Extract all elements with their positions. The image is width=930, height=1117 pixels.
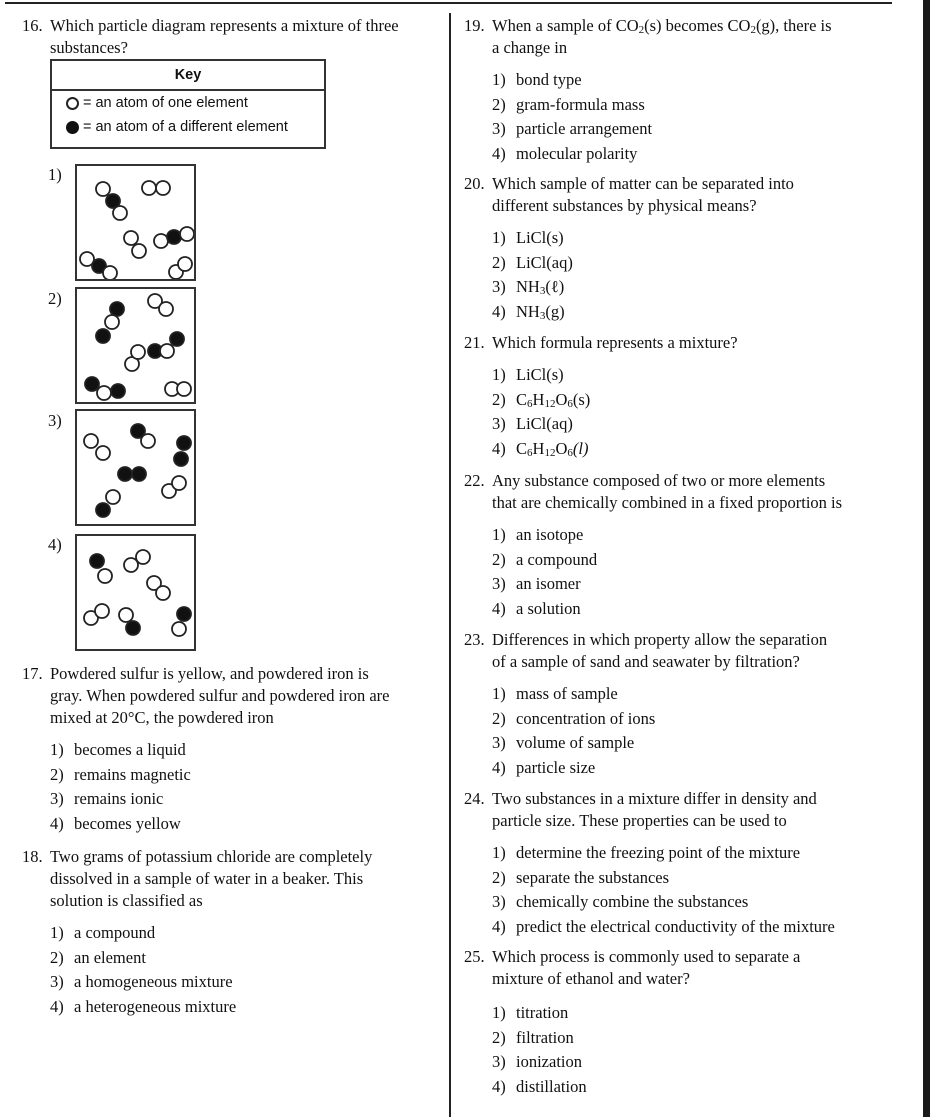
answer-option-4[interactable]: 4) particle size: [492, 757, 596, 777]
diagram-label-3: 3): [48, 411, 62, 430]
answer-option-4[interactable]: 4) molecular polarity: [492, 143, 638, 163]
filled-atom-icon: [96, 503, 110, 517]
open-atom-icon: [124, 231, 138, 245]
answer-option-3[interactable]: 3) remains ionic: [50, 789, 164, 808]
open-atom-icon: [98, 569, 112, 583]
question-number: 23.: [464, 630, 485, 649]
open-atom-icon: [159, 302, 173, 316]
answer-option-2[interactable]: 2) LiCl(aq): [492, 252, 573, 272]
molecule-icon: [174, 436, 191, 466]
molecule-icon: [85, 377, 125, 400]
answer-options: [464, 523, 919, 621]
question-stem: 18. Two grams of potassium chloride are completely dissolved in a sample of water in a beaker. This solution is classified as: [22, 847, 373, 910]
answer-options: [464, 682, 919, 780]
answer-option-2[interactable]: 2) separate the substances: [492, 867, 670, 887]
key-row-filled: = an atom of a different element: [52, 115, 324, 139]
molecule-icon: [124, 231, 146, 258]
question-19: [464, 15, 919, 166]
answer-option-2[interactable]: 2) $C_6H_{12}O_6(s)$: [492, 389, 591, 410]
question-number: 18.: [22, 847, 43, 866]
diagram-1-svg: [77, 166, 194, 279]
filled-atom-icon: [85, 377, 99, 391]
question-stem: 17. Powdered sulfur is yellow, and powdered iron is gray. When powdered sulfur and powdered iron are mixed at 20°C, the powdered iron: [22, 664, 390, 727]
answer-options: [464, 68, 919, 166]
answer-option-2[interactable]: 2) filtration: [492, 1027, 574, 1047]
answer-option-2[interactable]: 2) remains magnetic: [50, 764, 191, 784]
open-atom-icon: [172, 622, 186, 636]
question-stem: 19. When a sample of $CO_2(s)$ becomes $CO_2(g)$, there is a change in: [464, 16, 832, 57]
filled-atom-icon: [110, 302, 124, 316]
open-atom-icon: [180, 227, 194, 241]
question-stem: 20. Which sample of matter can be separated into different substances by physical means?: [464, 174, 794, 215]
answer-option-1[interactable]: 1) bond type: [492, 70, 582, 89]
question-17: [22, 663, 447, 836]
molecule-icon: [118, 467, 146, 481]
open-atom-icon: [178, 257, 192, 271]
question-20: [464, 173, 919, 324]
molecule-icon: [80, 252, 117, 279]
molecule-icon: [90, 554, 112, 583]
question-25: [464, 946, 919, 1099]
filled-atom-icon: [126, 621, 140, 635]
open-atom-icon: [97, 386, 111, 400]
answer-option-3[interactable]: 3) a homogeneous mixture: [50, 972, 233, 991]
open-atom-icon: [113, 206, 127, 220]
open-atom-icon: [154, 234, 168, 248]
molecule-icon: [162, 476, 186, 498]
answer-option-2[interactable]: 2) a compound: [492, 549, 598, 569]
question-stem: 16. Which particle diagram represents a mixture of three substances?: [22, 16, 399, 57]
molecule-icon: [119, 608, 140, 635]
open-atom-icon: [136, 550, 150, 564]
diagram-2-svg: [77, 289, 194, 402]
open-atom-icon: [177, 382, 191, 396]
key-row-open: = an atom of one element: [52, 91, 324, 115]
answer-option-1[interactable]: 1) titration: [492, 1003, 569, 1022]
molecule-icon: [148, 294, 173, 316]
answer-option-4[interactable]: 4) distillation: [492, 1076, 587, 1096]
molecule-icon: [131, 424, 155, 448]
open-atom-icon: [96, 446, 110, 460]
molecule-icon: [169, 257, 192, 279]
question-18: [22, 846, 447, 1019]
answer-option-4[interactable]: 4) $C_6H_{12}O_6(l)$: [492, 438, 589, 459]
particle-diagram-3[interactable]: [75, 409, 196, 526]
open-atom-icon: [95, 604, 109, 618]
answer-option-3[interactable]: 3) particle arrangement: [492, 119, 653, 138]
answer-option-3[interactable]: 3) LiCl(aq): [492, 414, 573, 433]
answer-option-3[interactable]: 3) volume of sample: [492, 733, 635, 752]
molecule-icon: [154, 227, 194, 248]
diagram-label-2: 2): [48, 289, 62, 308]
particle-diagram-4[interactable]: [75, 534, 196, 651]
top-rule: [5, 2, 892, 4]
filled-circle-icon: [66, 121, 79, 134]
open-atom-icon: [141, 434, 155, 448]
open-circle-icon: [66, 97, 79, 110]
open-atom-icon: [105, 315, 119, 329]
filled-atom-icon: [132, 467, 146, 481]
molecule-icon: [148, 332, 184, 358]
answer-option-3[interactable]: 3) chemically combine the substances: [492, 892, 749, 911]
molecule-icon: [147, 576, 170, 600]
answer-option-1[interactable]: 1) determine the freezing point of the mixture: [492, 843, 801, 862]
open-atom-icon: [156, 586, 170, 600]
filled-atom-icon: [170, 332, 184, 346]
question-number: 16.: [22, 16, 43, 35]
answer-options: [464, 226, 919, 324]
answer-option-4[interactable]: 4) a solution: [492, 598, 581, 618]
question-number: 19.: [464, 16, 485, 35]
molecule-icon: [84, 434, 110, 460]
question-number: 20.: [464, 174, 485, 193]
open-atom-icon: [131, 345, 145, 359]
answer-option-3[interactable]: 3) ionization: [492, 1052, 582, 1071]
answer-options: [22, 921, 447, 1019]
molecule-icon: [84, 604, 109, 625]
particle-diagram-1[interactable]: [75, 164, 196, 281]
question-number: 21.: [464, 333, 485, 352]
molecule-icon: [142, 181, 170, 195]
open-atom-icon: [119, 608, 133, 622]
open-atom-icon: [142, 181, 156, 195]
open-atom-icon: [172, 476, 186, 490]
answer-options: [464, 363, 919, 461]
answer-option-4[interactable]: 4) $NH_3(g)$: [492, 301, 565, 322]
question-stem: 21. Which formula represents a mixture?: [464, 333, 738, 352]
column-divider: [449, 13, 451, 1117]
answer-options: [464, 841, 919, 939]
filled-atom-icon: [174, 452, 188, 466]
answer-option-2[interactable]: 2) an element: [50, 947, 146, 967]
answer-option-3[interactable]: 3) an isomer: [492, 574, 581, 593]
answer-options: [464, 1001, 919, 1099]
answer-option-1[interactable]: 1) an isotope: [492, 525, 584, 544]
key-title: Key: [52, 61, 324, 91]
filled-atom-icon: [177, 607, 191, 621]
open-atom-icon: [156, 181, 170, 195]
filled-atom-icon: [96, 329, 110, 343]
answer-option-1[interactable]: 1) LiCl(s): [492, 228, 564, 247]
answer-option-1[interactable]: 1) a compound: [50, 923, 156, 942]
diagram-3-svg: [77, 411, 194, 524]
answer-options: [22, 738, 447, 836]
molecule-icon: [165, 382, 191, 396]
open-atom-icon: [103, 266, 117, 279]
answer-option-4[interactable]: 4) becomes yellow: [50, 813, 181, 833]
filled-atom-icon: [118, 467, 132, 481]
open-atom-icon: [96, 182, 110, 196]
molecule-icon: [96, 182, 127, 220]
question-stem: 25. Which process is commonly used to separate a mixture of ethanol and water?: [464, 947, 801, 988]
open-atom-icon: [84, 434, 98, 448]
answer-option-3[interactable]: 3) $NH_3(\ell)$: [492, 277, 565, 297]
particle-diagram-2[interactable]: [75, 287, 196, 404]
filled-atom-icon: [177, 436, 191, 450]
question-number: 24.: [464, 789, 485, 808]
diagram-4-svg: [77, 536, 194, 649]
question-number: 25.: [464, 947, 485, 966]
molecule-icon: [96, 302, 124, 343]
diagram-label-4: 4): [48, 535, 62, 554]
page-edge-shadow: [923, 0, 930, 1117]
open-atom-icon: [106, 490, 120, 504]
question-22: [464, 470, 919, 621]
answer-option-4[interactable]: 4) predict the electrical conductivity of the mixture: [492, 916, 835, 936]
open-atom-icon: [132, 244, 146, 258]
question-16: [22, 15, 447, 59]
question-number: 22.: [464, 471, 485, 490]
open-atom-icon: [160, 344, 174, 358]
molecule-icon: [172, 607, 191, 636]
molecule-icon: [124, 550, 150, 572]
answer-option-1[interactable]: 1) becomes a liquid: [50, 740, 186, 759]
filled-atom-icon: [111, 384, 125, 398]
filled-atom-icon: [90, 554, 104, 568]
question-stem: 22. Any substance composed of two or more elements that are chemically combined in a fixed proportion is: [464, 471, 843, 512]
question-23: [464, 629, 919, 780]
answer-option-2[interactable]: 2) concentration of ions: [492, 708, 656, 728]
filled-atom-icon: [167, 230, 181, 244]
molecule-icon: [96, 490, 120, 517]
question-stem: 24. Two substances in a mixture differ in density and particle size. These properties can be used to: [464, 789, 817, 830]
question-21: [464, 332, 919, 461]
answer-option-2[interactable]: 2) gram-formula mass: [492, 94, 645, 114]
answer-option-1[interactable]: 1) mass of sample: [492, 684, 618, 703]
molecule-icon: [125, 345, 145, 371]
question-stem: 23. Differences in which property allow the separation of a sample of sand and seawater by filtration?: [464, 630, 828, 671]
question-24: [464, 788, 919, 939]
diagram-label-1: 1): [48, 165, 62, 184]
answer-option-1[interactable]: 1) LiCl(s): [492, 365, 564, 384]
key-box: [50, 59, 326, 149]
answer-option-4[interactable]: 4) a heterogeneous mixture: [50, 996, 237, 1016]
question-number: 17.: [22, 664, 43, 683]
